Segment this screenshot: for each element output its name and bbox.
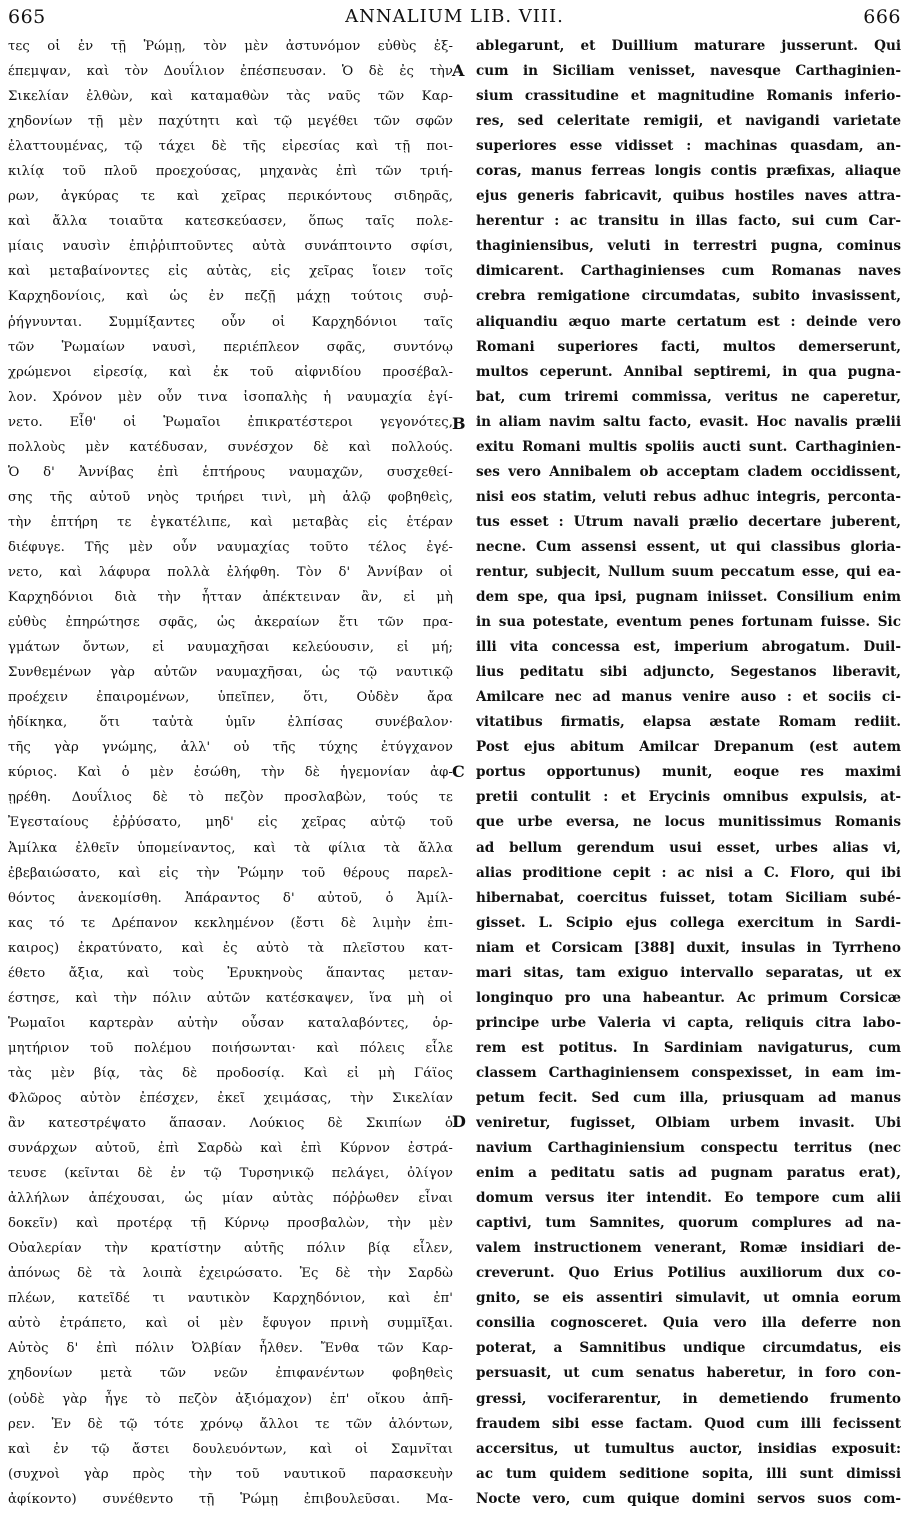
greek-text-line: (οὐδὲ γὰρ ἦγε τὸ πεζὸν ἀξιόμαχον) ἐπ' οἴκου ἀπῆ- (8, 1391, 453, 1407)
latin-text-column (476, 34, 901, 1512)
latin-text-line: pretii contulit : et Erycinis omnibus expulsis, at- (476, 789, 901, 806)
latin-text-line: veniretur, fugisset, Olbiam urbem invasit. Ubi (476, 1115, 901, 1132)
greek-text-line: ἠδίκηκα, ὅτι ταὐτὰ ὑμῖν ἐλπίσας συνέβαλον· (8, 715, 453, 731)
latin-text-line: thaginiensibus, veluti in terrestri pugna, cominus (476, 238, 901, 255)
latin-text-line: fraudem sibi esse factam. Quod cum illi fecissent (476, 1415, 901, 1432)
greek-text-line: χηδονίων τῇ μὲν παχύτητι καὶ τῷ μεγέθει τῶν σφῶν (8, 114, 453, 130)
latin-text-line: sium crassitudine et magnitudine Romanis inferio- (476, 88, 901, 105)
greek-text-line: Αὐτὸς δ' ἐπὶ πόλιν Ὀλβίαν ἦλθεν. Ἔνθα τῶν Καρ- (8, 1341, 453, 1357)
greek-text-line: νετο. Εἶθ' οἱ Ῥωμαῖοι ἐπικρατέστεροι γεγονότες, (8, 414, 453, 430)
greek-text-line: Ἐγεσταίους ἐῤῥύσατο, μηδ' εἰς χεῖρας αὐτῷ τοῦ (8, 815, 453, 831)
greek-text-line: προέχειν ἐπαιρομένων, ὑπεῖπεν, ὅτι, Οὐδὲν ἄρα (8, 690, 453, 706)
greek-text-line: τῆς γὰρ γνώμης, ἀλλ' οὐ τῆς τύχης ἐτύγχανον (8, 740, 453, 756)
greek-text-line: Συνθεμένων γὰρ αὐτῶν ναυμαχῆσαι, ὡς τῷ ναυτικῷ (8, 665, 453, 681)
greek-text-line: καὶ ἄλλα τοιαῦτα κατεσκεύασεν, ὅπως ταῖς πολε- (8, 214, 453, 230)
greek-text-line: καιρος) ἐκρατύνατο, καὶ ἐς αὐτὸ τὰ πλεῖστου κατ- (8, 940, 453, 956)
latin-text-line: niam et Corsicam [388] duxit, insulas in Tyrrheno (476, 939, 901, 956)
latin-text-line: gnito, se eis assentiri simulavit, ut omnia eorum (476, 1290, 901, 1307)
greek-text-line: Σικελίαν ἐλθὼν, καὶ καταμαθὼν τὰς ναῦς τῶν Καρ- (8, 89, 453, 105)
greek-text-line: νετο, καὶ λάφυρα πολλὰ ἐλήφθη. Τὸν δ' Ἀννίβαν οἱ (8, 564, 453, 580)
latin-text-line: herentur : ac transitu in illas facto, sui cum Car- (476, 213, 901, 230)
greek-text-line: καὶ ἐν τῷ ἄστει δουλευόντων, καὶ οἱ Σαμνῖται (8, 1441, 453, 1457)
latin-text-line: petum fecit. Sed cum illa, priusquam ad manus (476, 1089, 901, 1106)
greek-text-line: (συχνοὶ γὰρ πρὸς τὴν τοῦ ναυτικοῦ παρασκευὴν (8, 1466, 453, 1482)
greek-text-line: διέφυγε. Τῆς μὲν οὖν ναυμαχίας τοῦτο τέλος ἐγέ- (8, 539, 453, 555)
latin-text-line: principe urbe Valeria vi capta, reliquis citra labo- (476, 1014, 901, 1031)
greek-text-line: Ῥωμαῖοι καρτερὰν αὐτὴν οὖσαν καταλαβόντες, ὁρ- (8, 1015, 453, 1031)
latin-text-line: illi vita concessa est, imperium abrogatum. Duil- (476, 639, 901, 656)
greek-text-line: Φλῶρος αὐτὸν ἐπέσχεν, ἐκεῖ χειμάσας, τὴν Σικελίαν (8, 1090, 453, 1106)
greek-text-line: ρεν. Ἐν δὲ τῷ τότε χρόνῳ ἄλλοι τε τῶν ἁλόντων, (8, 1416, 453, 1432)
latin-text-line: coras, manus ferreas longis contis præfixas, aliaque (476, 163, 901, 180)
latin-text-line: dimicarent. Carthaginienses cum Romanas naves (476, 263, 901, 280)
greek-text-line: ῥήγνυνται. Συμμίξαντες οὖν οἱ Καρχηδόνιοι ταῖς (8, 314, 453, 330)
latin-text-line: ses vero Annibalem ob acceptam cladem occidissent, (476, 463, 901, 480)
latin-text-line: creverunt. Quo Erius Potilius auxiliorum dux co- (476, 1265, 901, 1282)
greek-text-column (8, 34, 453, 1512)
greek-text-line: κύριος. Καὶ ὁ μὲν ἐσώθη, τὴν δὲ ἡγεμονίαν ἀφ- (8, 765, 453, 781)
latin-text-line: domum versus iter intendit. Eo tempore cum alii (476, 1190, 901, 1207)
greek-text-line: θόντος ἀνεκομίσθη. Ἀπάραντος δ' αὐτοῦ, ὁ Ἀμίλ- (8, 890, 453, 906)
greek-text-line: δοκεῖν) καὶ προτέρᾳ τῇ Κύρνῳ προσβαλὼν, τὴν μὲν (8, 1216, 453, 1232)
greek-text-line: πολλοὺς μὲν κατέδυσαν, συνέσχον δὲ καὶ πολλούς. (8, 439, 453, 455)
greek-text-line: λον. Χρόνον μὲν οὖν τινα ἰσοπαλὴς ἡ ναυμαχία ἐγί- (8, 389, 453, 405)
greek-text-line: ἀφίκοντο) συνέθεντο τῇ Ῥώμῃ ἐπιβουλεῦσαι. Μα- (8, 1491, 453, 1507)
latin-text-line: vitatibus firmatis, elapsa æstate Romam rediit. (476, 714, 901, 731)
latin-text-line: que urbe eversa, ne locus munitissimus Romanis (476, 814, 901, 831)
greek-text-line: τὴν ἑπτήρη τε ἐγκατέλιπε, καὶ μεταβὰς εἰς ἑτέραν (8, 514, 453, 530)
latin-text-line: cum in Siciliam venisset, navesque Carthaginien- (476, 63, 901, 80)
greek-text-line: ἐλαττουμένας, τῷ τάχει δὲ τῆς εἰρεσίας καὶ τῇ ποι- (8, 139, 453, 155)
section-marker-b: B (452, 414, 466, 433)
greek-text-line: αὐτὸ ἐτράπετο, καὶ οἱ μὲν ἔφυγον πρινὴ συμμῖξαι. (8, 1316, 453, 1332)
latin-text-line: ad bellum gerendum usui esset, urbes alias vi, (476, 839, 901, 856)
greek-text-line: έστησε, καὶ τὴν πόλιν αὐτῶν κατέσκαψεν, ἵνα μὴ οἱ (8, 990, 453, 1006)
greek-text-line: πλέων, κατεῖδέ τι ναυτικὸν Καρχηδόνιον, καὶ ἐπ' (8, 1291, 453, 1307)
greek-text-line: ἂν κατεστρέψατο ἅπασαν. Λούκιος δὲ Σκιπίων ὁ (8, 1116, 453, 1132)
latin-text-line: ablegarunt, et Duillium maturare jusserunt. Qui (476, 38, 901, 54)
greek-text-line: καὶ μεταβαίνοντες εἰς αὐτὰς, εἰς χεῖρας ἴοιεν τοῖς (8, 264, 453, 280)
greek-text-line: έθετο ἄξια, καὶ τοὺς Ἐρυκηνοὺς ἅπαντας μεταν- (8, 965, 453, 981)
latin-text-line: dem spe, qua ipsi, pugnam iniisset. Consilium enim (476, 589, 901, 606)
greek-text-line: κας τό τε Δρέπανον κεκλημένον (ἔστι δὲ λιμὴν ἐπι- (8, 915, 453, 931)
greek-text-line: ἀλλήλων ἀπέχουσαι, ὡς μίαν αὐτὰς πόῤῥωθεν εἶναι (8, 1191, 453, 1207)
greek-text-line: χρώμενοι εἰρεσίᾳ, καὶ ἐκ τοῦ αἰφνιδίου προσέβαλ- (8, 364, 453, 380)
latin-text-line: Romani superiores facti, multos demerserunt, (476, 338, 901, 355)
latin-text-line: multos ceperunt. Annibal septiremi, in qua pugna- (476, 363, 901, 380)
latin-text-line: tus esset : Utrum navali prælio decertare juberent, (476, 513, 901, 530)
section-marker-d: D (452, 1112, 466, 1131)
greek-text-line: συνάρχων αὐτοῦ, ἐπὶ Σαρδὼ καὶ ἐπὶ Κύρνον ἐστρά- (8, 1141, 453, 1157)
latin-text-line: consilia cognosceret. Quia vero illa deferre non (476, 1315, 901, 1332)
latin-text-line: longinquo pro una habeantur. Ac primum Corsicæ (476, 989, 901, 1006)
right-page-number: 666 (863, 6, 901, 28)
latin-text-line: in sua potestate, eventum penes fortunam fuisse. Sic (476, 614, 901, 631)
section-marker-a: A (452, 61, 465, 80)
latin-text-line: rentur, subjecit, Nullum suum peccatum esse, qui ea- (476, 563, 901, 580)
latin-text-line: captivi, tum Samnites, quorum complures ad na- (476, 1215, 901, 1232)
greek-text-line: Οὐαλερίαν τὴν κρατίστην αὐτῆς πόλιν βίᾳ εἷλεν, (8, 1241, 453, 1257)
running-header (8, 6, 901, 36)
latin-text-line: aliquandiu æquo marte certatum est : deinde vero (476, 313, 901, 330)
latin-text-line: gressi, vociferarentur, in demetiendo frumento (476, 1390, 901, 1407)
latin-text-line: in aliam navim saltu facto, evasit. Hoc navalis prælii (476, 413, 901, 430)
latin-text-line: portus opportunus) munit, eoque res maximi (476, 764, 901, 781)
latin-text-line: hibernabat, coercitus fuisset, totam Siciliam subé- (476, 889, 901, 906)
greek-text-line: ρων, ἀγκύρας τε καὶ χεῖρας περικόντους σιδηρᾶς, (8, 189, 453, 205)
greek-text-line: τες οἱ ἐν τῇ Ῥώμῃ, τὸν μὲν ἀστυνόμον εὐθὺς ἐξ- (8, 39, 453, 54)
greek-text-line: τὰς μὲν βίᾳ, τὰς δὲ προδοσίᾳ. Καὶ εἰ μὴ Γάϊος (8, 1065, 453, 1081)
greek-text-line: Καρχηδόνιοι διὰ τὴν ἧτταν ἀπέκτειναν ἂν, εἰ μὴ (8, 590, 453, 606)
greek-text-line: έπεμψαν, καὶ τὸν Δουΐλιον ἐπέσπευσαν. Ὁ δὲ ἐς τὴν (8, 64, 453, 80)
latin-text-line: accersitus, ut tumultus auctor, insidias exposuit: (476, 1440, 901, 1457)
latin-text-line: res, sed celeritate remigii, et navigandi varietate (476, 113, 901, 130)
greek-text-line: τῶν Ῥωμαίων ναυσὶ, περιέπλεον σφᾶς, συντόνῳ (8, 339, 453, 355)
greek-text-line: κιλίᾳ τοῦ πλοῦ προεχούσας, μηχανὰς ἐπὶ τῶν τριή- (8, 164, 453, 180)
greek-text-line: μίαις ναυσὶν ἐπιῤῥιπτοῦντες αὐτὰ συνάπτοιντο σφίσι, (8, 239, 453, 255)
latin-text-line: bat, cum triremi commissa, veritus ne caperetur, (476, 388, 901, 405)
latin-text-line: poterat, a Samnitibus undique circumdatus, eis (476, 1340, 901, 1357)
latin-text-line: navium Carthaginiensium conspectu territus (nec (476, 1140, 901, 1157)
greek-text-line: γμάτων ὄντων, εἰ ναυμαχῆσαι κελεύουσιν, εἰ μή; (8, 640, 453, 656)
greek-text-line: ἐβεβαιώσατο, καὶ εἰς τὴν Ῥώμην τοῦ θέρους παρελ- (8, 865, 453, 881)
greek-text-line: εὐθὺς ἐπηρώτησε σφᾶς, ὡς ἀκεραίων ἔτι τῶν πρα- (8, 615, 453, 631)
latin-text-line: alias proditione cepit : ac nisi a C. Floro, qui ibi (476, 864, 901, 881)
section-marker-c: C (452, 762, 465, 781)
greek-text-line: χηδονίων μετὰ τῶν νεῶν ἐπιφανέντων φοβηθεὶς (8, 1366, 453, 1382)
latin-text-line: Nocte vero, cum quique domini servos suos com- (476, 1490, 901, 1507)
greek-text-line: ἀπόνως δὲ τὰ λοιπὰ ἐχειρώσατο. Ἐς δὲ τὴν Σαρδὼ (8, 1266, 453, 1282)
latin-text-line: necne. Cum assensi essent, ut qui classibus gloria- (476, 538, 901, 555)
latin-text-line: superiores esse vidisset : machinas quasdam, an- (476, 138, 901, 155)
greek-text-line: τευσε (κεῖνται δὲ ἐν τῷ Τυρσηνικῷ πελάγει, ὀλίγον (8, 1166, 453, 1182)
latin-text-line: enim a peditatu satis ad pugnam paratus erat), (476, 1165, 901, 1182)
greek-text-line: σης τῆς αὐτοῦ νηὸς τριήρει τινὶ, μὴ ἁλῷ φοβηθεὶς, (8, 489, 453, 505)
latin-text-line: crebra remigatione circumdatas, subito invasissent, (476, 288, 901, 305)
latin-text-line: classem Carthaginiensem conspexisset, in eam im- (476, 1064, 901, 1081)
running-title: ANNALIUM LIB. VIII. (345, 6, 564, 27)
greek-text-line: μητήριον τοῦ πολέμου ποιήσωνται· καὶ πόλεις εἷλε (8, 1040, 453, 1056)
latin-text-line: valem instructionem venerant, Romæ insidiari de- (476, 1240, 901, 1257)
greek-text-line: ῃρέθη. Δουΐλιος δὲ τὸ πεζὸν προσλαβὼν, τούς τε (8, 790, 453, 806)
latin-text-line: gisset. L. Scipio ejus collega exercitum in Sardi- (476, 914, 901, 931)
latin-text-line: Post ejus abitum Amilcar Drepanum (est autem (476, 739, 901, 756)
greek-text-line: Καρχηδονίοις, καὶ ὡς ἐν πεζῇ μάχῃ τούτοις συῤ- (8, 289, 453, 305)
latin-text-line: exitu Romani multis spoliis aucti sunt. Carthaginien- (476, 438, 901, 455)
latin-text-line: ejus generis fabricavit, quibus hostiles naves attra- (476, 188, 901, 205)
latin-text-line: ac tum quidem seditione sopita, illi sunt dimissi (476, 1465, 901, 1482)
greek-text-line: Ἀμίλκα ἐλθεῖν ὑπομείναντος, καὶ τὰ φίλια τὰ ἄλλα (8, 840, 453, 856)
latin-text-line: persuasit, ut cum senatus haberetur, in foro con- (476, 1365, 901, 1382)
greek-text-line: Ὁ δ' Ἀννίβας ἐπὶ ἑπτήρους ναυμαχῶν, συσχεθεί- (8, 464, 453, 480)
left-page-number: 665 (8, 6, 46, 28)
latin-text-line: mari sitas, tam exiguo intervallo separatas, ut ex (476, 964, 901, 981)
latin-text-line: rem est potitus. In Sardiniam navigaturus, cum (476, 1039, 901, 1056)
latin-text-line: Amilcare nec ad manus venire auso : et sociis ci- (476, 689, 901, 706)
latin-text-line: nisi eos statim, veluti rebus adhuc integris, perconta- (476, 488, 901, 505)
latin-text-line: lius peditatu sibi adjuncto, Segestanos liberavit, (476, 664, 901, 681)
